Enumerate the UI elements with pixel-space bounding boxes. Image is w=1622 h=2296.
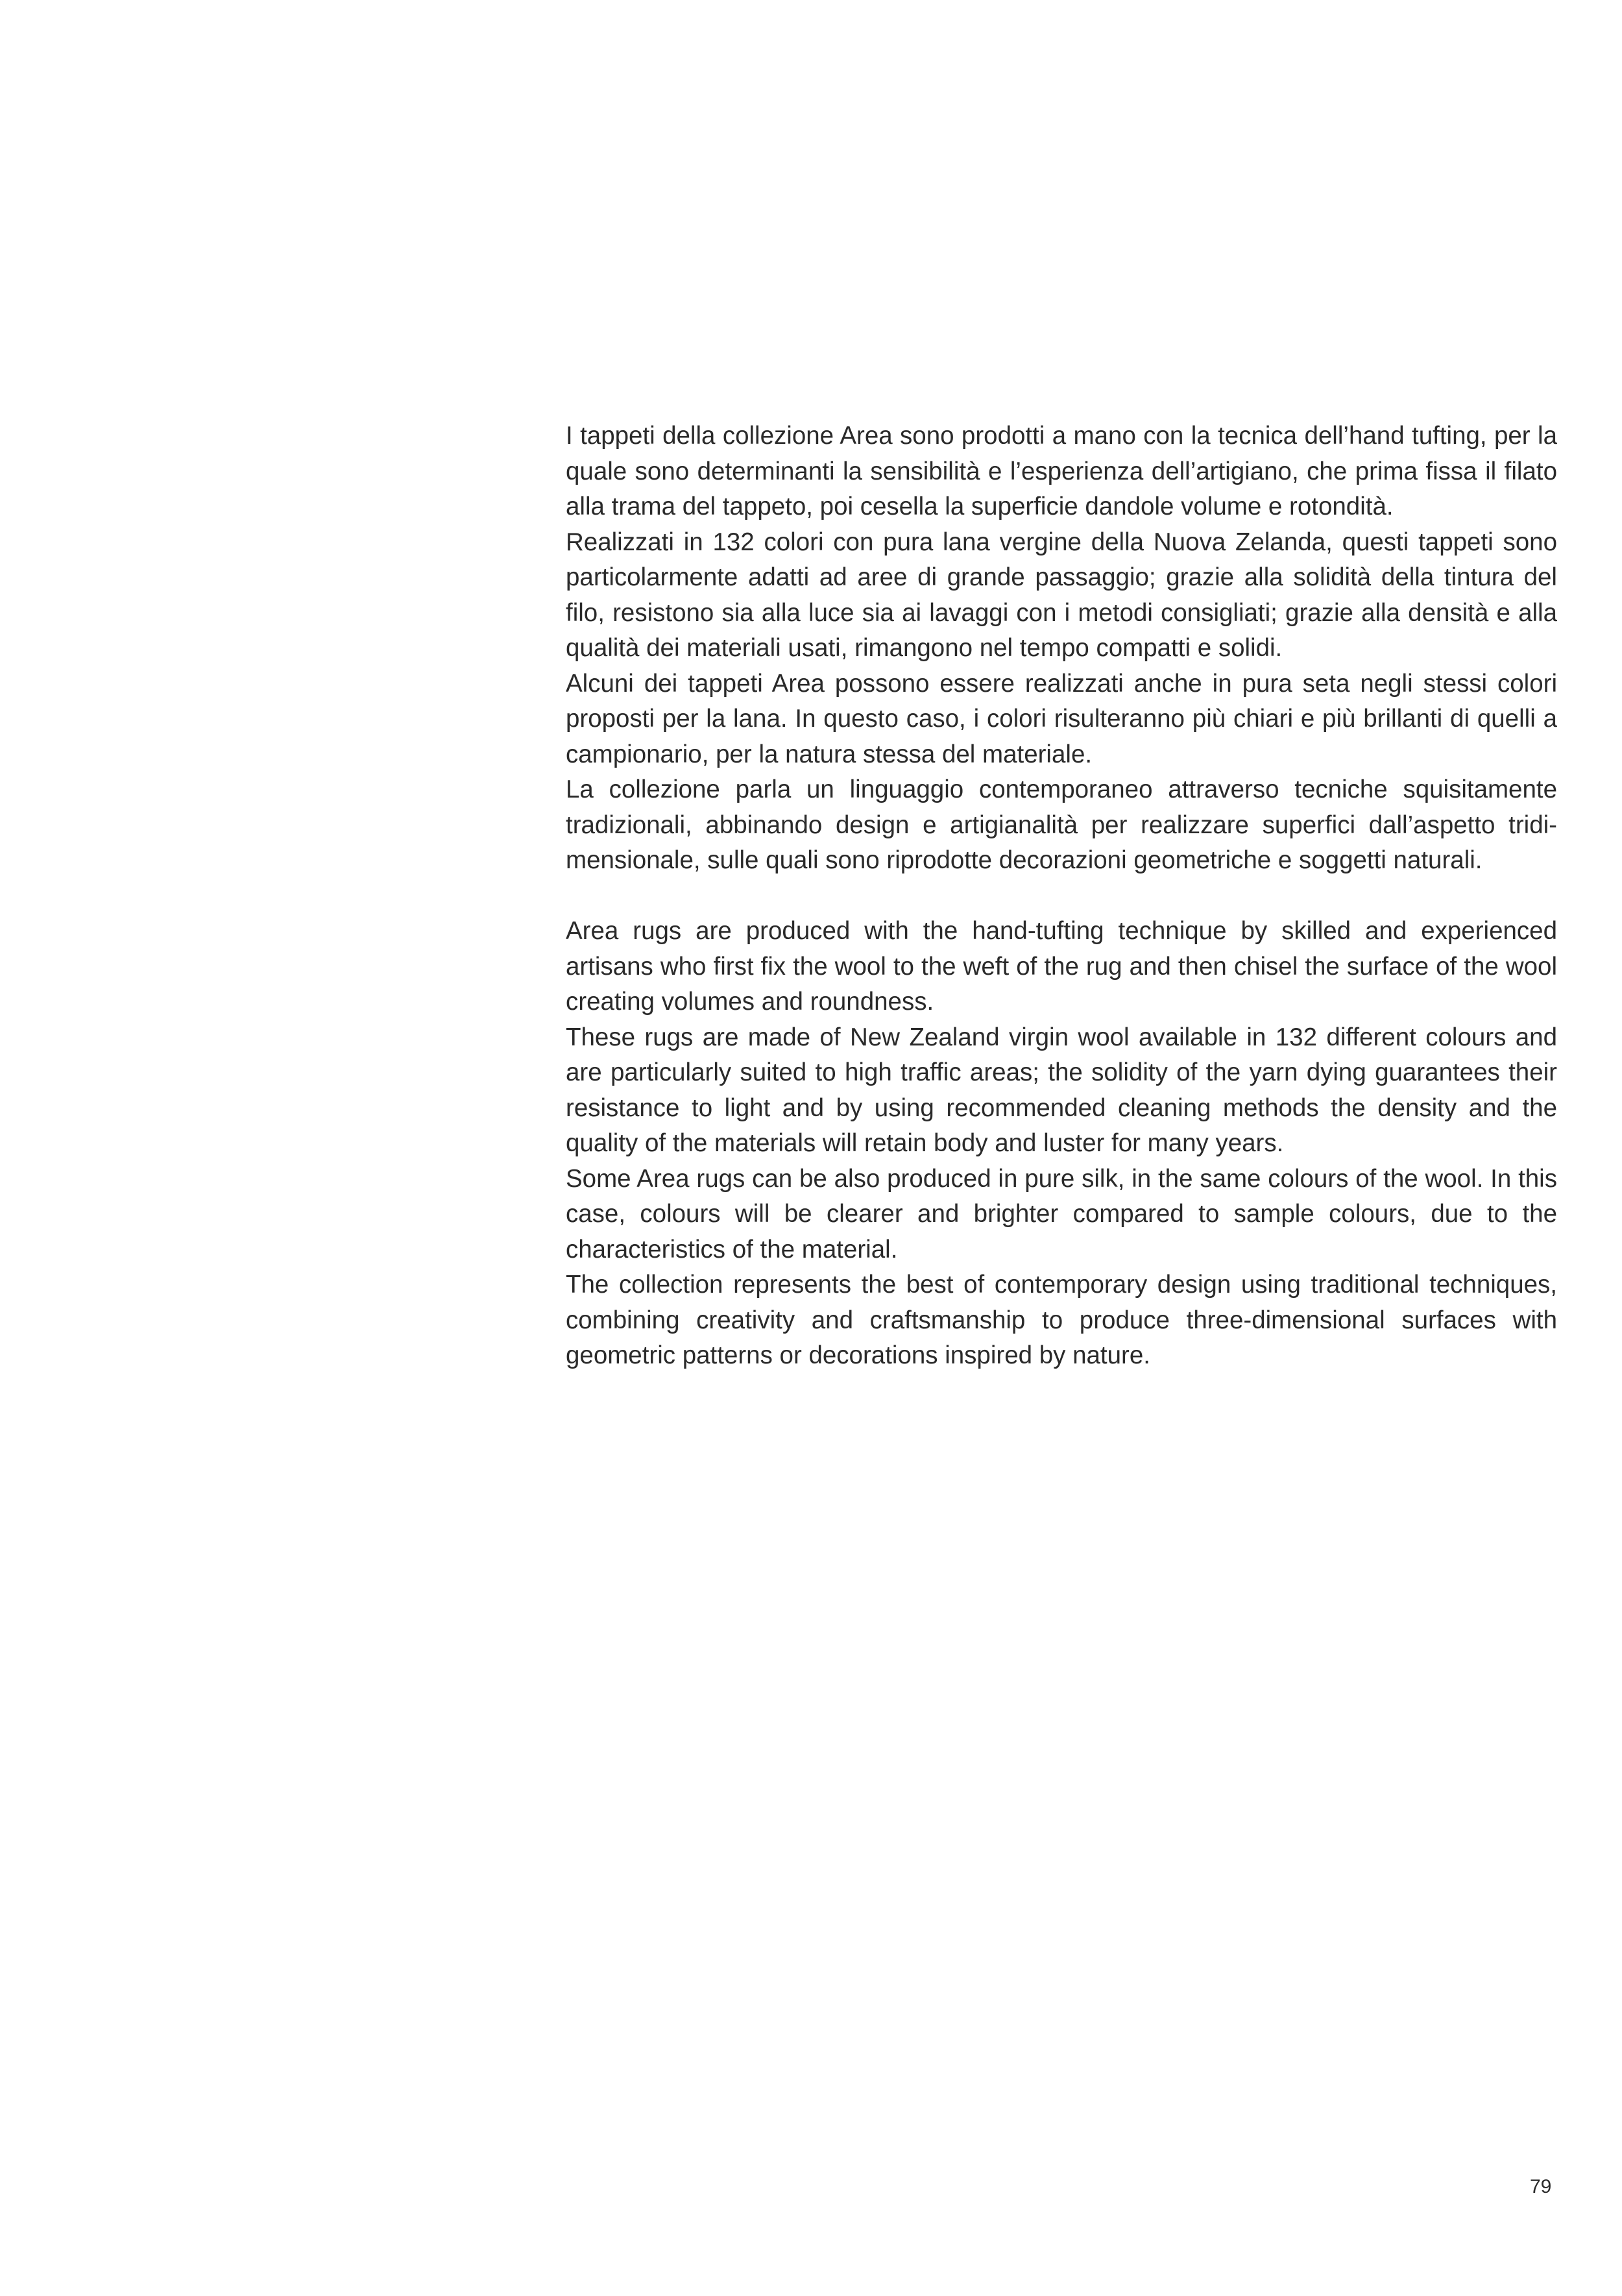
paragraph: These rugs are made of New Zealand virgin wool available in 132 different colours and are particularly suited to high traffic areas; the solidity of the yarn dying guarantees their resistance to light and by using recommended cleaning methods the density and the quality of the materials will retain body and luster for many years. — [566, 1023, 1557, 1157]
paragraph: La collezione parla un linguaggio contemporaneo attraverso tecniche squisitamente tradizionali, abbinando design e artigianalità per realizzare superfici dall’aspetto tridimensionale, sulle quali sono riprodotte decorazioni geometriche e soggetti naturali. — [566, 776, 1557, 874]
italian-text-block — [566, 419, 1557, 879]
english-text-block — [566, 914, 1557, 1374]
paragraph: Realizzati in 132 colori con pura lana vergine della Nuova Zelanda, questi tappeti sono particolarmente adatti ad aree di grande passaggio; grazie alla solidità della tintura del filo, resistono sia alla luce sia ai lavaggi con i metodi consigliati; grazie alla densità e alla qualità dei materiali usati, rimangono nel tempo compatti e solidi. — [566, 528, 1557, 662]
body-text — [566, 419, 1557, 1374]
paragraph: I tappeti della collezione Area sono prodotti a mano con la tecnica dell’hand tufting, per la quale sono determinanti la sensibilità e l’esperienza dell’artigiano, che prima fissa il filato alla trama del tappeto, poi cesella la superficie dandole volume e rotondità. — [566, 422, 1557, 520]
paragraph: Some Area rugs can be also produced in pure silk, in the same colours of the wool. In this case, colours will be clearer and brighter compared to sample colours, due to the characteristics of the material. — [566, 1164, 1557, 1264]
paragraph: The collection represents the best of contemporary design using traditional techniques, combining creativity and craftsmanship to produce three-dimensional surfaces with geometric patterns or decorations inspired by nature. — [566, 1271, 1557, 1369]
page-number: 79 — [1530, 2176, 1552, 2197]
paragraph: Area rugs are produced with the hand-tufting technique by skilled and experienced artisans who first fix the wool to the weft of the rug and then chisel the surface of the wool creating volumes and roundness. — [566, 917, 1557, 1016]
paragraph: Alcuni dei tappeti Area possono essere realizzati anche in pura seta negli stessi colori proposti per la lana. In questo caso, i colori risulteranno più chiari e più brillanti di quelli a campionario, per la natura stessa del materiale. — [566, 669, 1557, 768]
